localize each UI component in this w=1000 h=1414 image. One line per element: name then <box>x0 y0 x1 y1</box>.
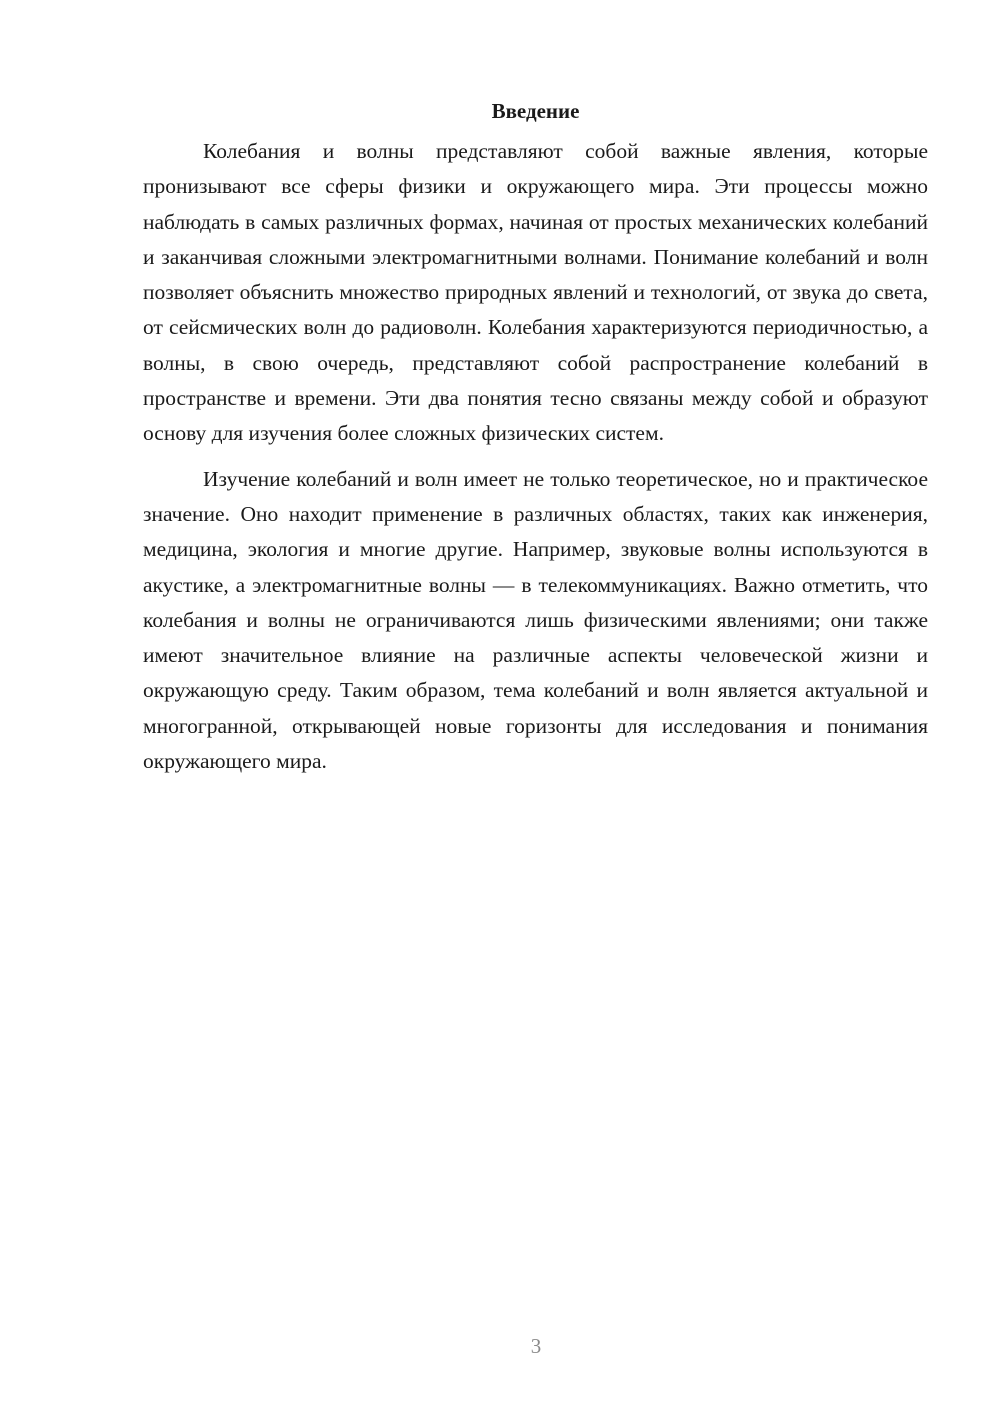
page-content <box>143 97 928 779</box>
page-number: 3 <box>530 1334 542 1358</box>
paragraph-1: Колебания и волны представляют собой важные явления, которые пронизывают все сферы физики и окружающего мира. Эти процессы можно наблюдать в самых различных формах, начиная от простых механических колебаний и заканчивая сложными электромагнитными волнами. Понимание колебаний и волн позволяет объяснить множество природных явлений и технологий, от звука до света, от сейсмических волн до радиоволн. Колебания характеризуются периодичностью, а волны, в свою очередь, представляют собой распространение колебаний в пространстве и времени. Эти два понятия тесно связаны между собой и образуют основу для изучения более сложных физических систем. <box>143 139 928 446</box>
paragraph-2: Изучение колебаний и волн имеет не только теоретическое, но и практическое значение. Оно находит применение в различных областях, таких как инженерия, медицина, экология и многие другие. Например, звуковые волны используются в акустике, а электромагнитные волны — в телекоммуникациях. Важно отметить, что колебания и волны не ограничиваются лишь физическими явлениями; они также имеют значительное влияние на различные аспекты человеческой жизни и окружающую среду. Таким образом, тема колебаний и волн является актуальной и многогранной, открывающей новые горизонты для исследования и понимания окружающего мира. <box>143 466 928 774</box>
section-heading: Введение <box>491 99 580 123</box>
